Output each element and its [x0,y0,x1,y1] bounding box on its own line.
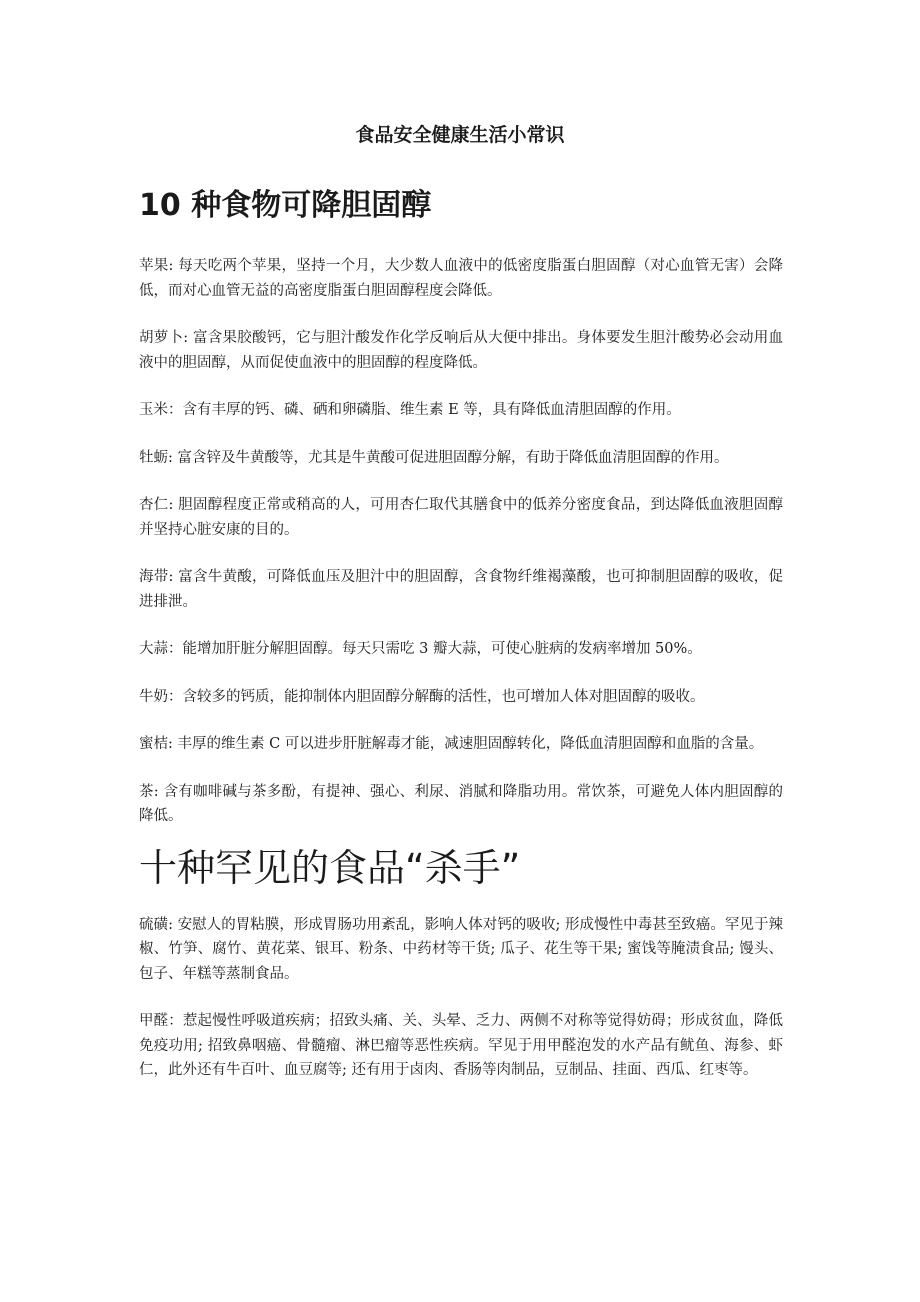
paragraph-corn: 玉米：含有丰厚的钙、磷、硒和卵磷脂、维生素 E 等，具有降低血清胆固醇的作用。 [139,402,681,418]
paragraph-orange: 蜜桔: 丰厚的维生素 C 可以进步肝脏解毒才能，减速胆固醇转化，降低血清胆固醇和血脂的含量。 [139,736,764,752]
paragraph-formaldehyde: 甲醛：惹起慢性呼吸道疾病；招致头痛、关、头晕、乏力、两侧不对称等觉得妨碍；形成贫血，降低免疫功用; 招致鼻咽癌、骨髓瘤、淋巴瘤等恶性疾病。罕见于用甲醛泡发的水产品有鱿鱼、海参、虾仁，此外还有牛百叶、血豆腐等; 还有用于卤肉、香肠等肉制品，豆制品、挂面、西瓜、红枣等。 [139,1013,783,1078]
paragraph-almond: 杏仁: 胆固醇程度正常或稍高的人，可用杏仁取代其膳食中的低养分密度食品，到达降低血液胆固醇并坚持心脏安康的目的。 [139,497,783,538]
section-heading-cholesterol-foods: 10 种食物可降胆固醇 [139,188,432,223]
document-title: 食品安全健康生活小常识 [355,124,565,146]
paragraph-apple: 苹果: 每天吃两个苹果，坚持一个月，大少数人血液中的低密度脂蛋白胆固醇（对心血管无害）会降低，而对心血管无益的高密度脂蛋白胆固醇程度会降低。 [139,258,783,299]
section-heading-food-killers: 十种罕见的食品“杀手” [139,845,521,890]
paragraph-kelp: 海带: 富含牛黄酸，可降低血压及胆汁中的胆固醇，含食物纤维褐藻酸，也可抑制胆固醇的吸收，促进排泄。 [139,569,783,610]
paragraph-milk: 牛奶：含较多的钙质，能抑制体内胆固醇分解酶的活性，也可增加人体对胆固醇的吸收。 [139,688,705,705]
document-body [139,184,783,1083]
paragraph-carrot: 胡萝卜: 富含果胶酸钙，它与胆汁酸发作化学反响后从大便中排出。身体要发生胆汁酸势必会动用血液中的胆固醇，从而促使血液中的胆固醇的程度降低。 [139,330,783,371]
paragraph-tea: 茶: 含有咖啡碱与茶多酚，有提神、强心、利尿、消腻和降脂功用。常饮茶，可避免人体内胆固醇的降低。 [139,783,783,824]
paragraph-garlic: 大蒜：能增加肝脏分解胆固醇。每天只需吃 3 瓣大蒜，可使心脏病的发病率增加 50%。 [139,641,702,657]
paragraph-oyster: 牡蛎: 富含锌及牛黄酸等，尤其是牛黄酸可促进胆固醇分解，有助于降低血清胆固醇的作用。 [139,449,729,466]
paragraph-sulfur: 硫磺: 安慰人的胃粘膜，形成胃肠功用紊乱，影响人体对钙的吸收; 形成慢性中毒甚至致癌。罕见于辣椒、竹笋、腐竹、黄花菜、银耳、粉条、中药材等干货; 瓜子、花生等干果; 蜜饯等腌渍食品; 馒头、包子、年糕等蒸制食品。 [139,916,783,982]
